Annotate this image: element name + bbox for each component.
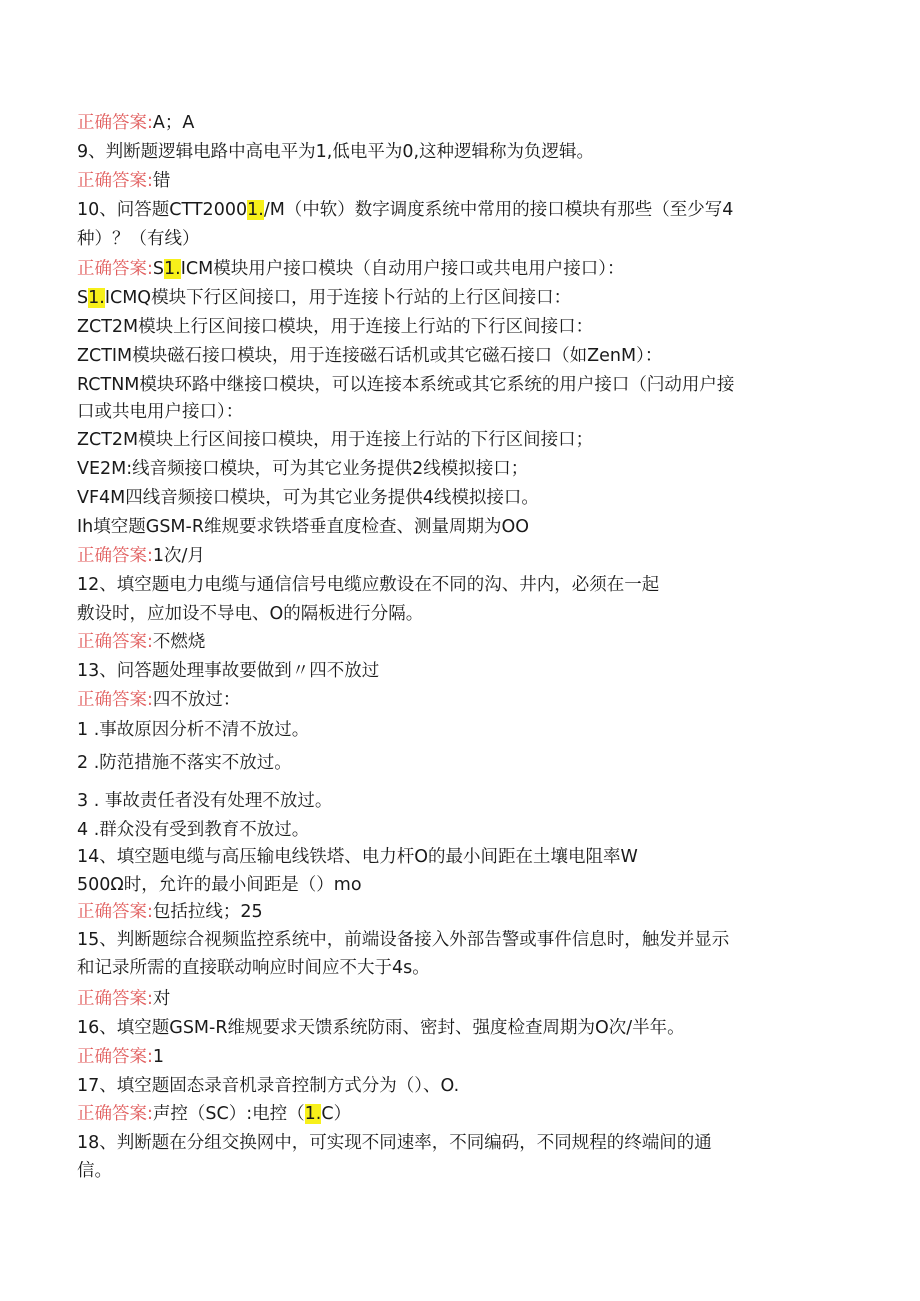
answer-line (77, 630, 205, 654)
list-item-text: 1 .事故原因分析不清不放过。 (77, 720, 310, 740)
body-line (77, 315, 593, 339)
question-line (77, 602, 423, 626)
body-line (77, 428, 593, 452)
body-text: 口或共电用户接口）： (77, 402, 244, 422)
question-line (77, 140, 594, 164)
body-line (77, 400, 243, 424)
question-text: 14、填空题电缆与高压输电线铁塔、电力杆O的最小间距在土壤电阻率W (77, 847, 638, 867)
question-line (77, 873, 362, 897)
question-line (77, 659, 379, 683)
question-text: /M（中软）数字调度系统中常用的接口模块有那些（至少写4 (263, 200, 734, 220)
question-line (77, 1016, 685, 1040)
question-line (77, 928, 729, 952)
answer-line (77, 169, 170, 193)
answer-line (77, 688, 240, 712)
question-text: 15、判断题综合视频监控系统中，前端设备接入外部告警或事件信息时，触发并显示 (77, 930, 730, 950)
question-text: 16、填空题GSM-R维规要求天馈系统防雨、密封、强度检查周期为O次/半年。 (77, 1018, 685, 1038)
list-item (77, 789, 332, 813)
question-text: 种）？（有线） (77, 229, 200, 249)
question-line (77, 956, 430, 980)
body-text: ICMQ模块下行区间接口，用于连接卜行站的上行区间接口： (104, 288, 572, 308)
body-text: RCTNM模块环路中继接口模块，可以连接本系统或其它系统的用户接口（闩动用户接 (77, 375, 735, 395)
answer-text: ICM模块用户接口模块（自动用户接口或共电用户接口）： (180, 259, 625, 279)
body-text: VE2M:线音频接口模块，可为其它业务提供2线模拟接口； (77, 459, 529, 479)
question-text: 信。 (77, 1161, 112, 1181)
question-text: 17、填空题固态录音机录音控制方式分为（）、O. (77, 1076, 460, 1096)
body-text: VF4M四线音频接口模块，可为其它业务提供4线模拟接口。 (77, 488, 539, 508)
question-text: 敷设时，应加设不导电、O的隔板进行分隔。 (77, 604, 424, 624)
answer-label: 正确答案: (77, 1104, 153, 1124)
question-text: 500Ω时，允许的最小间距是（）mo (77, 875, 362, 895)
answer-text: A；A (152, 113, 195, 133)
highlight-mark: 1. (304, 1104, 322, 1124)
question-text: 9、判断题逻辑电路中高电平为1,低电平为0,这种逻辑称为负逻辑。 (77, 142, 595, 162)
question-line (77, 1131, 712, 1155)
body-line (77, 286, 571, 310)
answer-label: 正确答案: (77, 632, 153, 652)
answer-text-prefix: 声控（SC）:电控（ (152, 1104, 305, 1124)
answer-line (77, 544, 205, 568)
question-line (77, 1074, 459, 1098)
question-line (77, 1159, 112, 1183)
question-line (77, 515, 529, 539)
body-text-prefix: S (77, 288, 89, 308)
answer-label: 正确答案: (77, 113, 153, 133)
body-line (77, 486, 539, 510)
list-item (77, 818, 309, 842)
answer-text: 包括拉线；25 (152, 902, 263, 922)
highlight-mark: 1. (88, 288, 105, 308)
answer-label: 正确答案: (77, 259, 153, 279)
list-item-text: 4 .群众没有受到教育不放过。 (77, 820, 310, 840)
answer-label: 正确答案: (77, 989, 153, 1009)
body-line (77, 457, 528, 481)
answer-label: 正确答案: (77, 1047, 153, 1067)
answer-text: 1 (152, 1047, 165, 1067)
answer-line (77, 987, 170, 1011)
question-text: 13、问答题处理事故要做到〃四不放过 (77, 661, 380, 681)
answer-label: 正确答案: (77, 171, 153, 191)
highlight-mark: 1. (164, 259, 181, 279)
answer-line (77, 1102, 351, 1126)
question-text: Ih填空题GSM-R维规要求铁塔垂直度检查、测量周期为OO (77, 517, 530, 537)
body-text: ZCTIM模块磁石接口模块，用于连接磁石话机或其它磁石接口（如ZenM）： (77, 346, 663, 366)
list-item (77, 718, 309, 742)
answer-text: 对 (152, 989, 171, 1009)
body-text: ZCT2M模块上行区间接口模块，用于连接上行站的下行区间接口： (77, 317, 594, 337)
body-line (77, 344, 662, 368)
question-line (77, 573, 659, 597)
list-item-text: 3 . 事故责任者没有处理不放过。 (77, 791, 333, 811)
answer-text: 不燃烧 (152, 632, 206, 652)
question-text: 和记录所需的直接联动响应时间应不大于4s。 (77, 958, 430, 978)
answer-label: 正确答案: (77, 546, 153, 566)
body-text: ZCT2M模块上行区间接口模块，用于连接上行站的下行区间接口； (77, 430, 594, 450)
question-text: 12、填空题电力电缆与通信信号电缆应敷设在不同的沟、井内，必须在一起 (77, 575, 660, 595)
question-line (77, 227, 200, 251)
answer-text: 1次/月 (152, 546, 205, 566)
list-item-text: 2 .防范措施不落实不放过。 (77, 753, 292, 773)
answer-line (77, 257, 624, 281)
answer-text: 四不放过： (152, 690, 241, 710)
list-item (77, 751, 292, 775)
question-text: 18、判断题在分组交换网中，可实现不同速率，不同编码，不同规程的终端间的通 (77, 1133, 712, 1153)
answer-label: 正确答案: (77, 902, 153, 922)
body-line (77, 373, 734, 397)
answer-line (77, 111, 194, 135)
question-line (77, 845, 638, 869)
answer-line (77, 1045, 164, 1069)
answer-text-prefix: S (152, 259, 165, 279)
answer-line (77, 900, 263, 924)
answer-label: 正确答案: (77, 690, 153, 710)
question-line (77, 198, 733, 222)
question-text-prefix: 10、问答题CTT2000 (77, 200, 248, 220)
answer-text: 错 (152, 171, 171, 191)
highlight-mark: 1. (247, 200, 264, 220)
answer-text: C） (321, 1104, 352, 1124)
